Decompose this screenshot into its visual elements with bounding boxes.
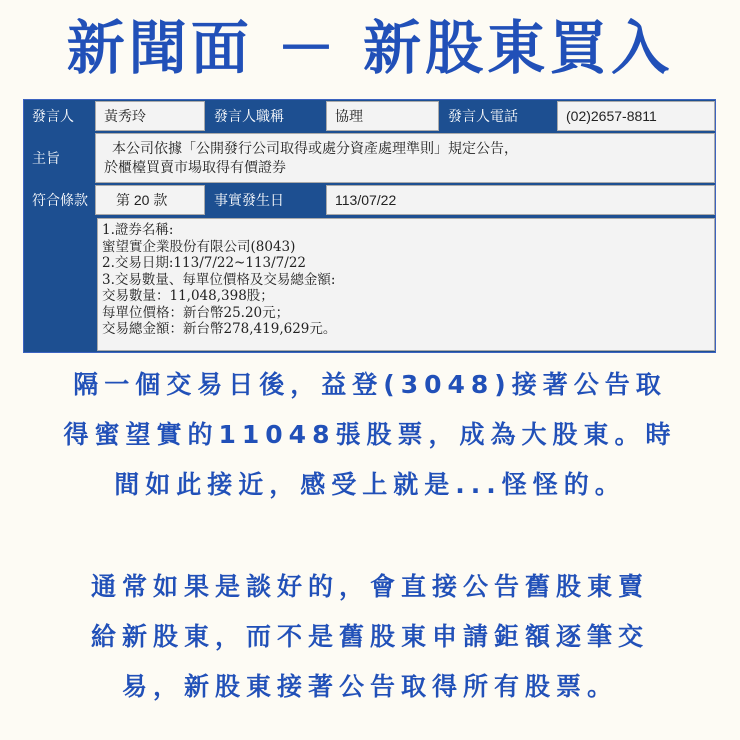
paragraph-1 bbox=[0, 360, 740, 510]
clause-value: 第 20 款 bbox=[95, 185, 205, 215]
announcement-table bbox=[23, 99, 716, 353]
subject-label: 主旨 bbox=[24, 132, 94, 184]
page-title: 新聞面 － 新股東買入 bbox=[66, 14, 674, 82]
speaker-title-label: 發言人職稱 bbox=[206, 100, 324, 132]
phone-value: (02)2657-8811 bbox=[557, 101, 715, 131]
speaker-value: 黃秀玲 bbox=[95, 101, 205, 131]
phone-label: 發言人電話 bbox=[440, 100, 556, 132]
paragraph-line: 易，新股東接著公告取得所有股票。 bbox=[121, 672, 618, 701]
speaker-title-value: 協理 bbox=[326, 101, 439, 131]
paragraph-line: 給新股東，而不是舊股東申請鉅額逐筆交 bbox=[90, 622, 649, 651]
speaker-label: 發言人 bbox=[24, 100, 94, 132]
detail-line: 交易總金額：新台幣278,419,629元。 bbox=[102, 321, 337, 337]
date-value: 113/07/22 bbox=[326, 185, 715, 215]
date-label: 事實發生日 bbox=[206, 184, 324, 216]
subject-line: 本公司依據「公開發行公司取得或處分資產處理準則」規定公告， bbox=[112, 140, 518, 156]
detail-line: 蜜望實企業股份有限公司(8043) bbox=[102, 238, 296, 255]
detail-line: 3.交易數量、每單位價格及交易總金額: bbox=[102, 271, 336, 288]
paragraph-line: 間如此接近，感受上就是...怪怪的。 bbox=[114, 470, 626, 499]
paragraph-line: 隔一個交易日後，益登(3048)接著公告取 bbox=[73, 370, 667, 399]
paragraph-line: 得蜜望實的11048張股票，成為大股東。時 bbox=[63, 420, 677, 449]
subject-value bbox=[95, 133, 715, 183]
clause-label: 符合條款 bbox=[24, 184, 94, 216]
paragraph-2 bbox=[0, 562, 740, 712]
detail-line: 交易數量：11,048,398股； bbox=[102, 288, 274, 304]
detail-line: 1.證券名稱: bbox=[102, 222, 174, 238]
detail-line: 每單位價格：新台幣25.20元； bbox=[102, 304, 290, 321]
subject-line: 於櫃檯買賣市場取得有價證券 bbox=[104, 159, 286, 175]
detail-label bbox=[24, 216, 94, 352]
paragraph-line: 通常如果是談好的，會直接公告舊股東賣 bbox=[90, 572, 649, 601]
detail-line: 2.交易日期:113/7/22~113/7/22 bbox=[102, 255, 307, 271]
detail-value bbox=[97, 218, 715, 351]
